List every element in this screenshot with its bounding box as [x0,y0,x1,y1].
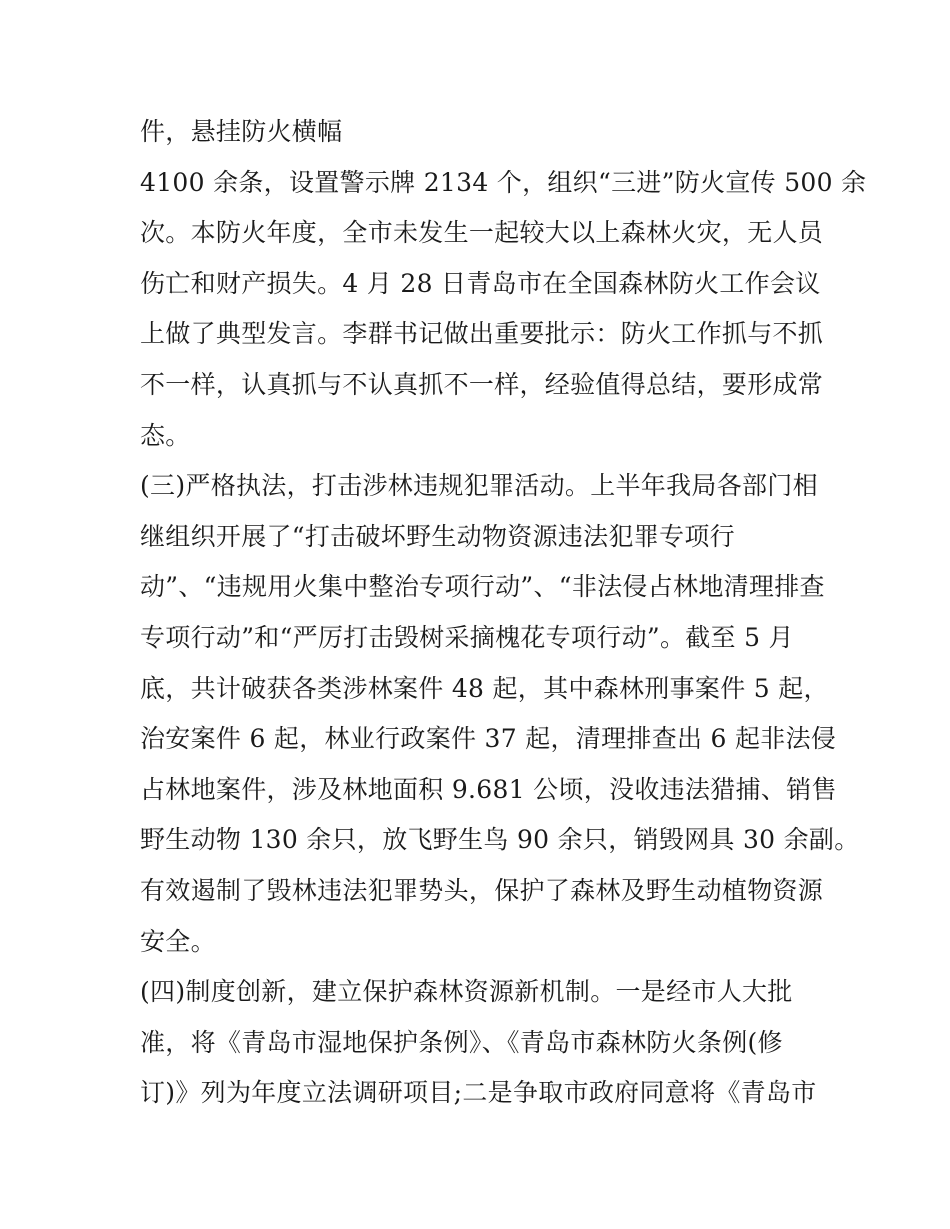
text-line: 件，悬挂防火横幅 [140,117,343,146]
text-line: (四)制度创新，建立保护森林资源新机制。一是经市人大批 [140,977,793,1007]
text-line: 底，共计破获各类涉林案件 48 起，其中森林刑事案件 5 起， [140,673,829,703]
text-line: 野生动物 130 余只，放飞野生鸟 90 余只，销毁网具 30 余副。 [140,825,860,855]
text-line: 4100 余条，设置警示牌 2134 个，组织“三进”防火宣传 500 余 [140,167,867,197]
text-line: 专项行动”和“严厉打击毁树采摘槐花专项行动”。截至 5 月 [140,622,794,652]
text-line: 治安案件 6 起，林业行政案件 37 起，清理排查出 6 起非法侵 [140,724,837,754]
body-text [140,107,867,1119]
text-line: (三)严格执法，打击涉林违规犯罪活动。上半年我局各部门相 [140,471,818,501]
text-line: 订)》列为年度立法调研项目;二是争取市政府同意将《青岛市 [140,1078,817,1108]
text-line: 继组织开展了“打击破坏野生动物资源违法犯罪专项行 [140,521,735,551]
text-line: 不一样，认真抓与不认真抓不一样，经验值得总结，要形成常 [140,369,824,399]
text-line: 动”、“违规用火集中整治专项行动”、“非法侵占林地清理排查 [140,572,825,602]
text-line: 态。 [140,420,191,450]
text-line: 上做了典型发言。李群书记做出重要批示：防火工作抓与不抓 [140,319,824,349]
text-line: 安全。 [140,926,216,956]
text-line: 次。本防火年度，全市未发生一起较大以上森林火灾，无人员 [140,218,824,248]
text-line: 有效遏制了毁林违法犯罪势头，保护了森林及野生动植物资源 [140,875,824,905]
text-line: 伤亡和财产损失。4 月 28 日青岛市在全国森林防火工作会议 [140,268,821,298]
text-line: 准，将《青岛市湿地保护条例》、《青岛市森林防火条例(修 [140,1027,783,1057]
text-line: 占林地案件，涉及林地面积 9.681 公顷，没收违法猎捕、销售 [140,774,837,804]
